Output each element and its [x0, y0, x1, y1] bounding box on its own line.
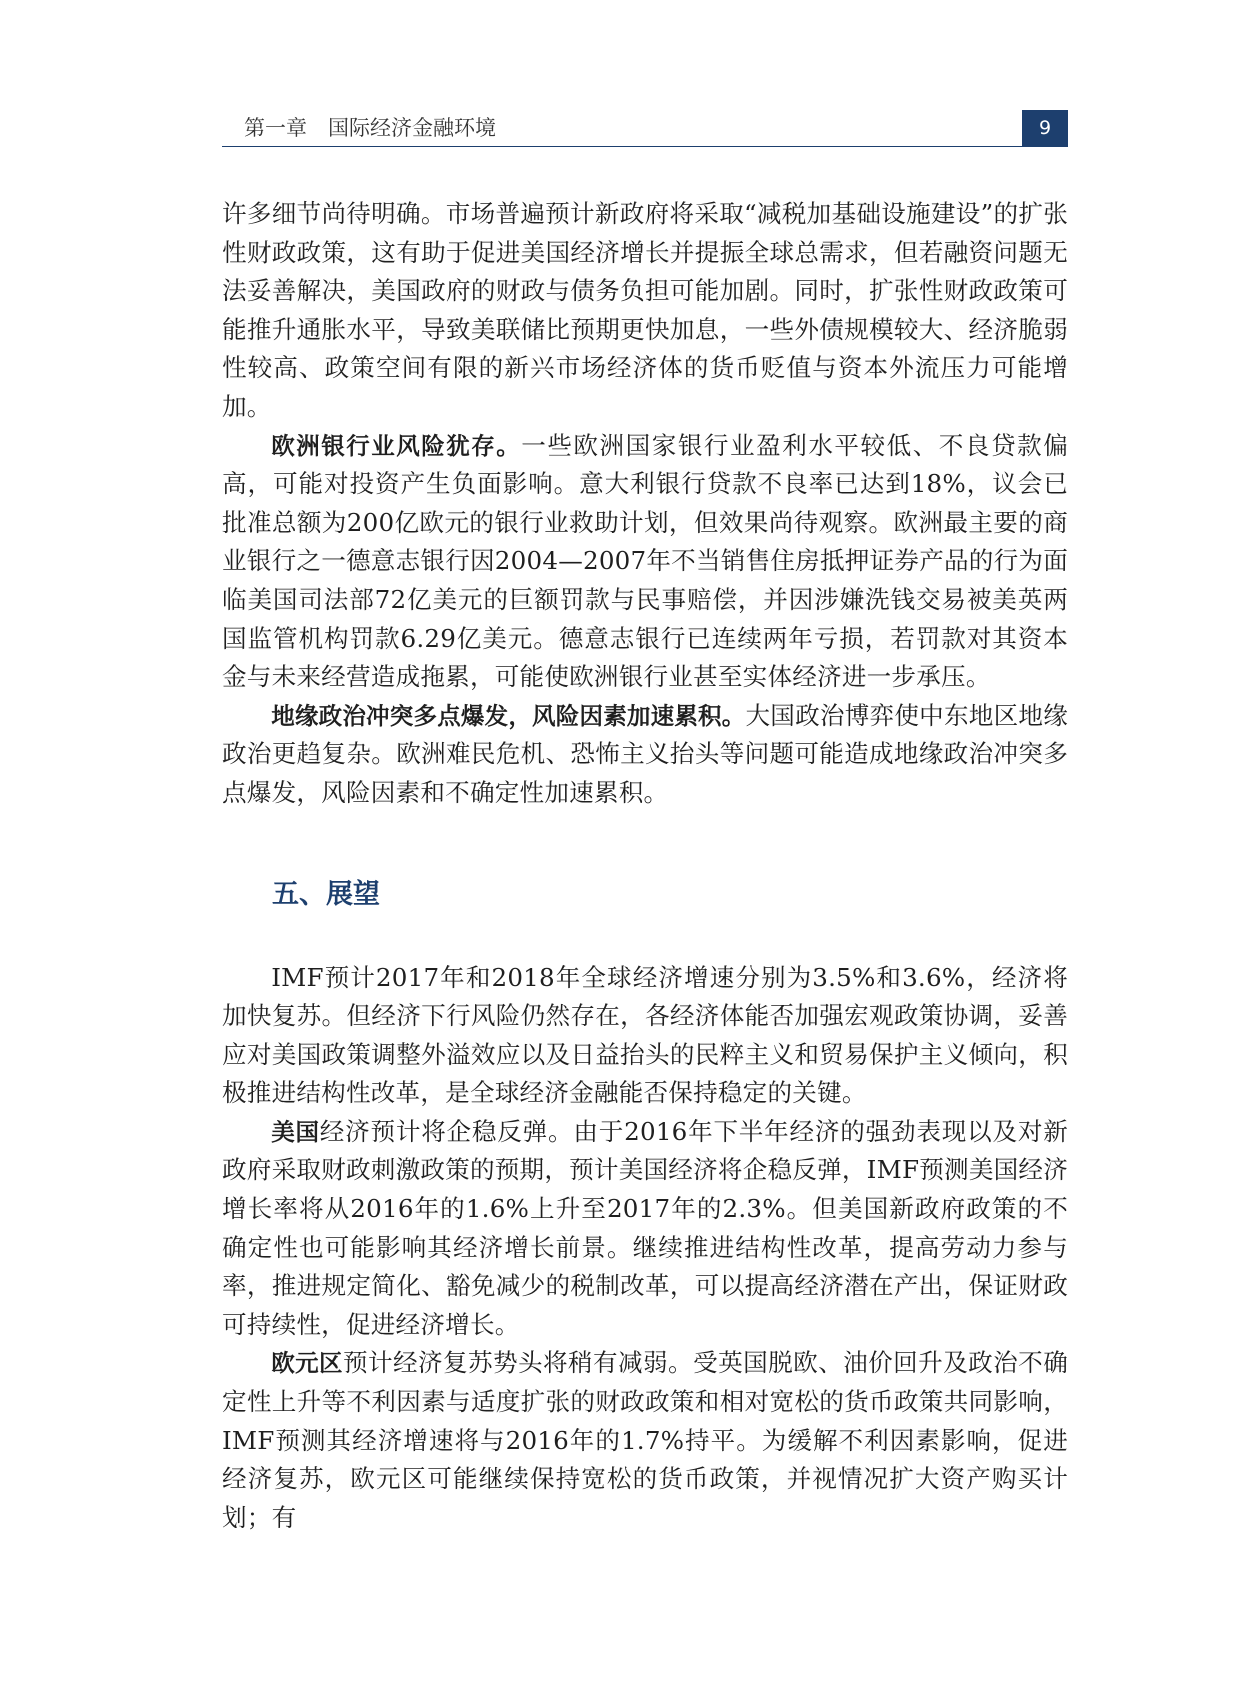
paragraph-text: 大国政治博弈使中东地区地缘政治更趋复杂。欧洲难民危机、恐怖主义抬头等问题可能造成地缘政治冲突多点爆发，风险因素和不确定性加速累积。 — [222, 700, 1069, 807]
chapter-label: 第一章 — [244, 116, 307, 140]
page-body — [222, 195, 1068, 1537]
paragraph — [222, 1344, 1068, 1537]
paragraph-lead: 地缘政治冲突多点爆发，风险因素加速累积。 — [271, 701, 746, 730]
chapter-title — [244, 112, 496, 142]
paragraph-lead: 美国 — [271, 1117, 320, 1146]
paragraph — [222, 195, 1068, 427]
chapter-name: 国际经济金融环境 — [328, 116, 496, 140]
paragraph-text: 经济预计将企稳反弹。由于2016年下半年经济的强劲表现以及对新政府采取财政刺激政策的预期，预计美国经济将企稳反弹，IMF预测美国经济增长率将从2016年的1.6%上升至2017年的2.3%。但美国新政府政策的不确定性也可能影响其经济增长前景。继续推进结构性改革，提高劳动力参与率，推进规定简化、豁免减少的税制改革，可以提高经济潜在产出，保证财政可持续性，促进经济增长。 — [222, 1116, 1068, 1339]
paragraph — [222, 427, 1068, 697]
running-header — [222, 110, 1068, 147]
page-number: 9 — [1022, 110, 1068, 146]
paragraph — [222, 959, 1068, 1113]
paragraph — [222, 697, 1068, 813]
paragraph-lead: 欧元区 — [271, 1349, 343, 1378]
paragraph-text: IMF预计2017年和2018年全球经济增速分别为3.5%和3.6%，经济将加快复苏。但经济下行风险仍然存在，各经济体能否加强宏观政策协调，妥善应对美国政策调整外溢效应以及日益抬头的民粹主义和贸易保护主义倾向，积极推进结构性改革，是全球经济金融能否保持稳定的关键。 — [222, 962, 1068, 1108]
paragraph-text: 一些欧洲国家银行业盈利水平较低、不良贷款偏高，可能对投资产生负面影响。意大利银行贷款不良率已达到18%，议会已批准总额为200亿欧元的银行业救助计划，但效果尚待观察。欧洲最主要的商业银行之一德意志银行因2004—2007年不当销售住房抵押证券产品的行为面临美国司法部72亿美元的巨额罚款与民事赔偿，并因涉嫌洗钱交易被美英两国监管机构罚款6.29亿美元。德意志银行已连续两年亏损，若罚款对其资本金与未来经营造成拖累，可能使欧洲银行业甚至实体经济进一步承压。 — [222, 430, 1068, 692]
section-heading: 五、展望 — [272, 878, 380, 910]
paragraph — [222, 1113, 1068, 1345]
paragraph-lead: 欧洲银行业风险犹存。 — [271, 431, 522, 460]
paragraph-text: 预计经济复苏势头将稍有减弱。受英国脱欧、油价回升及政治不确定性上升等不利因素与适度扩张的财政政策和相对宽松的货币政策共同影响，IMF预测其经济增速将与2016年的1.7%持平。为缓解不利因素影响，促进经济复苏，欧元区可能继续保持宽松的货币政策，并视情况扩大资产购买计划；有 — [222, 1348, 1068, 1532]
paragraph-text: 许多细节尚待明确。市场普遍预计新政府将采取“减税加基础设施建设”的扩张性财政政策，这有助于促进美国经济增长并提振全球总需求，但若融资问题无法妥善解决，美国政府的财政与债务负担可能加剧。同时，扩张性财政政策可能推升通胀水平，导致美联储比预期更快加息，一些外债规模较大、经济脆弱性较高、政策空间有限的新兴市场经济体的货币贬值与资本外流压力可能增加。 — [222, 199, 1068, 421]
